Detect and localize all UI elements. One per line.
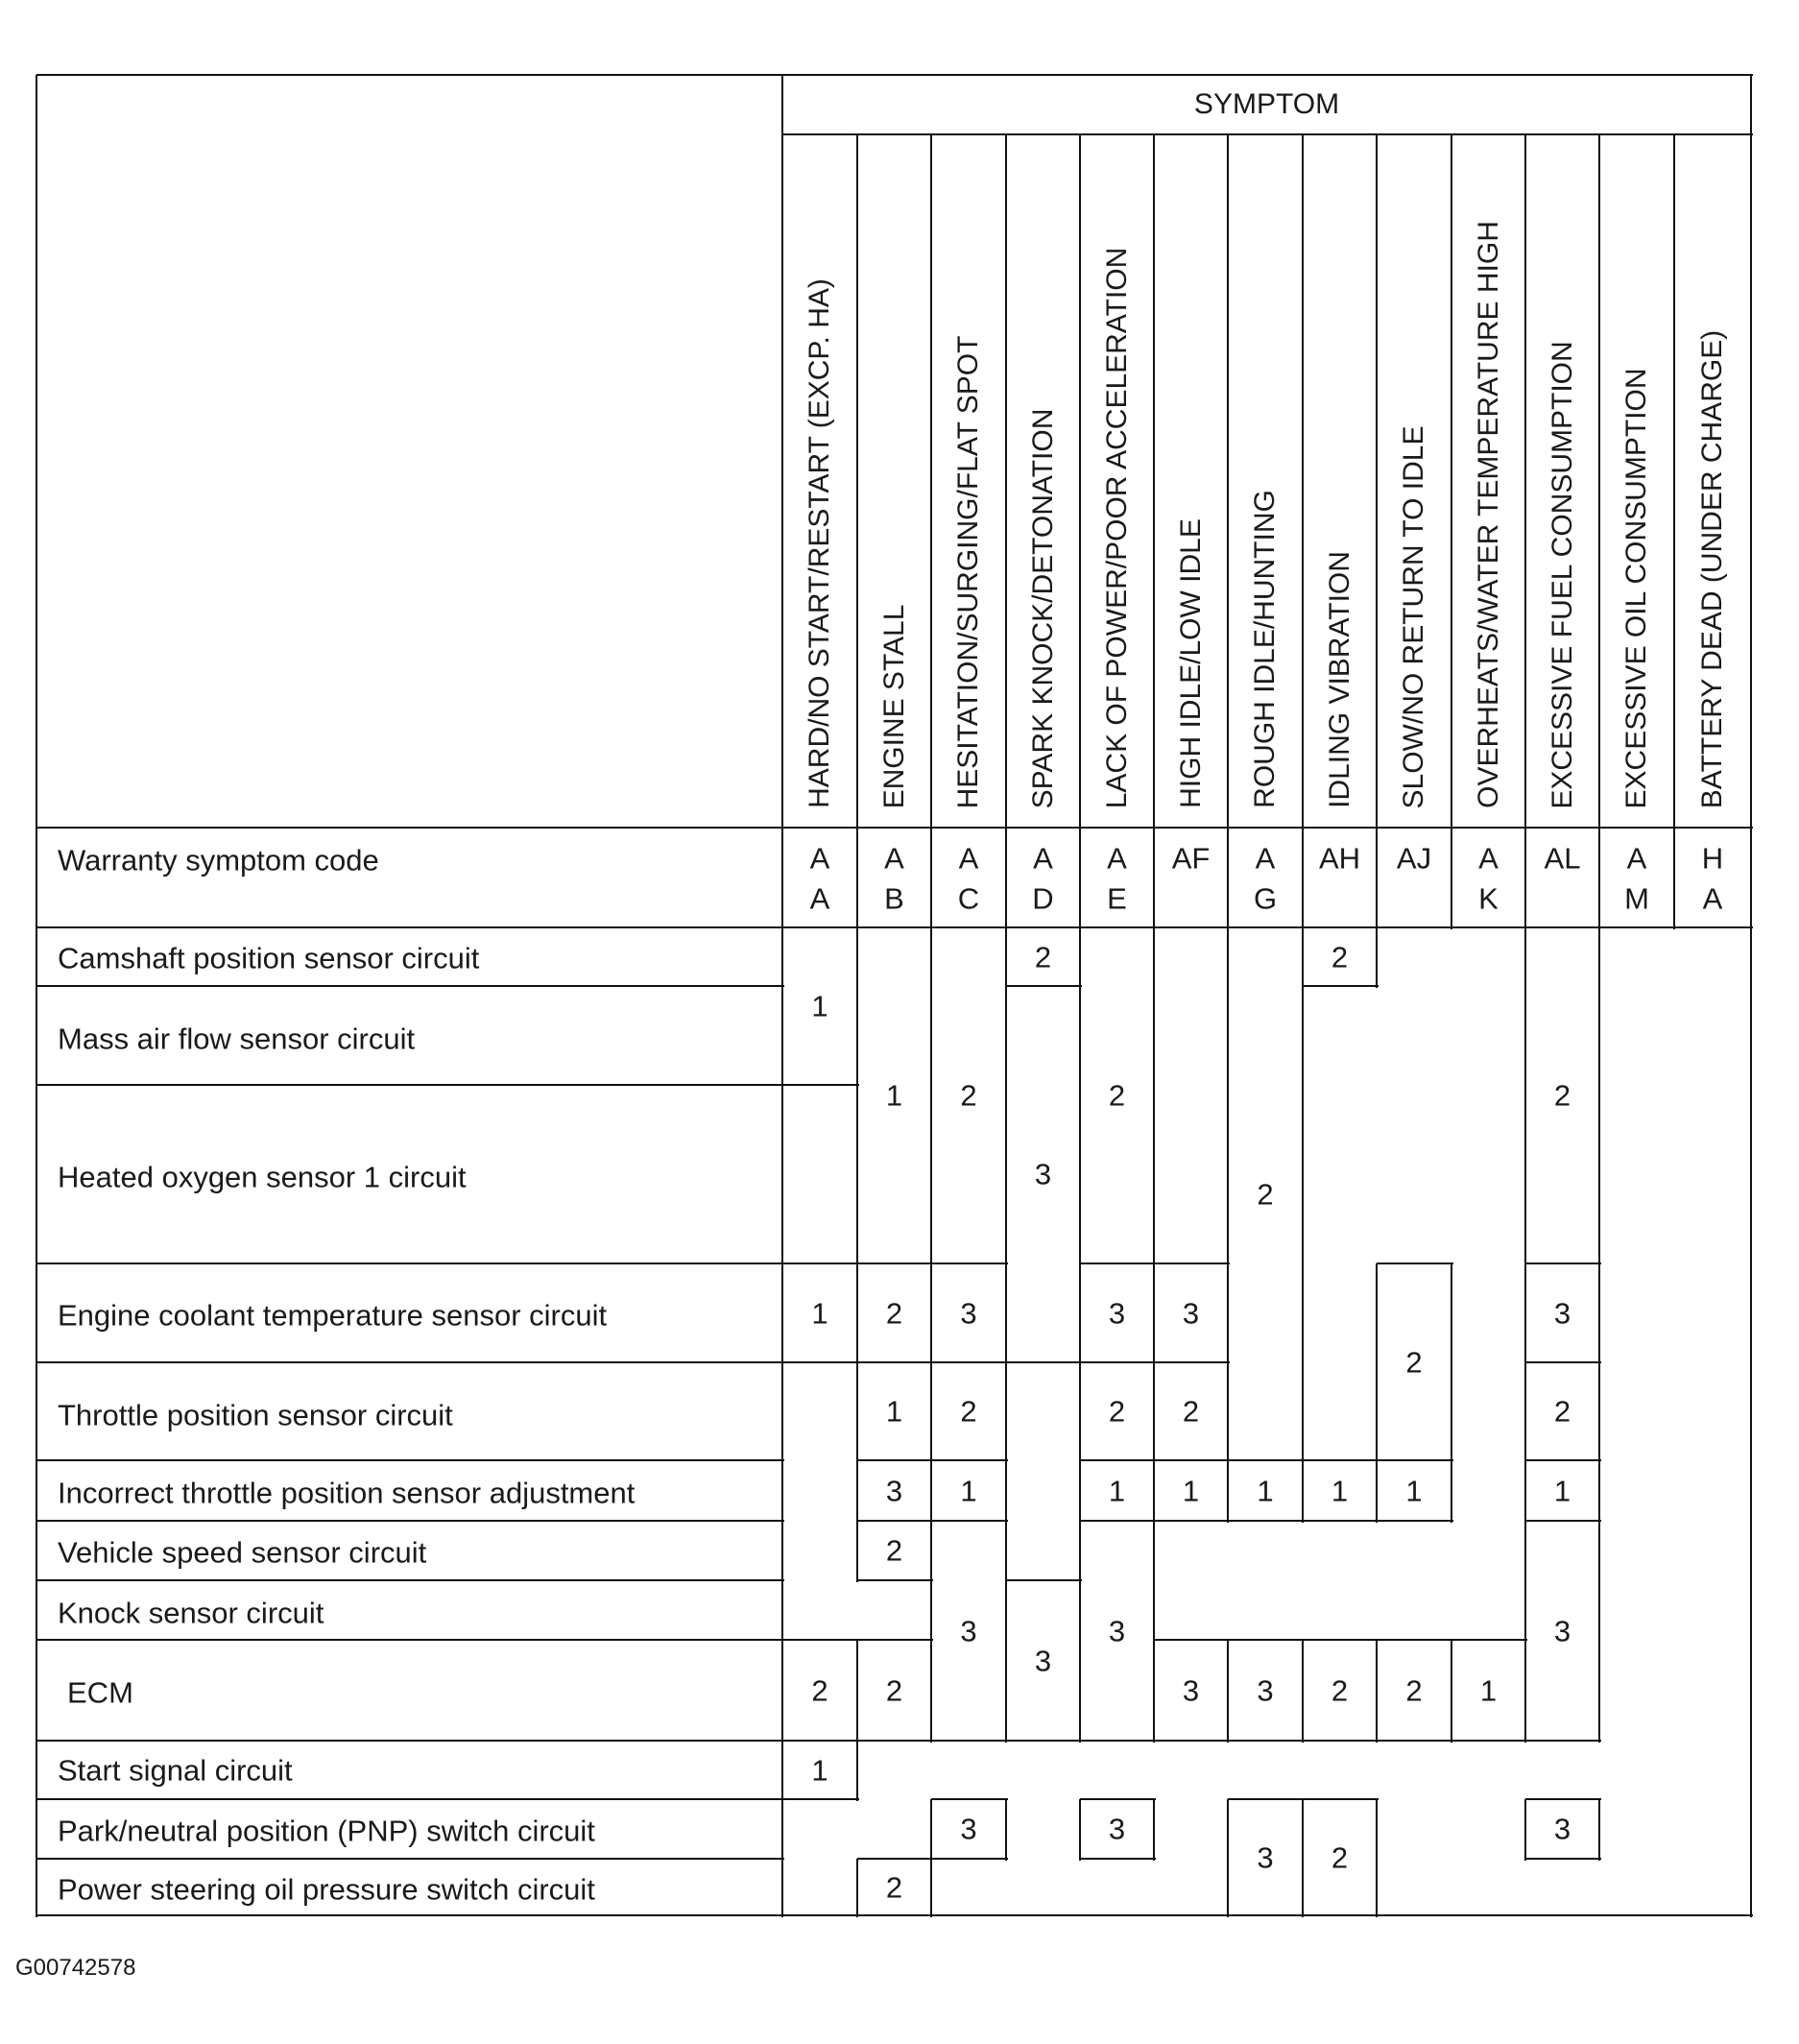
grid-line (1079, 1521, 1081, 1743)
symptom-value: 3 (1553, 1296, 1571, 1330)
grid-line (782, 1740, 859, 1742)
grid-line (857, 1459, 933, 1461)
grid-line (1525, 1798, 1601, 1800)
row-label: Mass air flow sensor circuit (58, 1022, 416, 1056)
grid-line (1525, 1740, 1601, 1742)
grid-line (1154, 1740, 1230, 1742)
symptom-value: 1 (1108, 1474, 1126, 1507)
grid-line (1080, 1361, 1156, 1363)
grid-line (1377, 1262, 1453, 1264)
grid-line (1153, 1362, 1155, 1462)
symptom-value: 2 (885, 1533, 903, 1568)
symptom-value: 2 (1405, 1673, 1423, 1707)
symptom-value: 2 (1257, 1177, 1274, 1211)
grid-line (1302, 134, 1304, 929)
grid-line (1524, 1362, 1526, 1462)
grid-line (1005, 134, 1007, 929)
grid-line (1376, 1263, 1378, 1462)
grid-line (1006, 985, 1082, 987)
grid-line (781, 927, 783, 1087)
symptom-value: 1 (1405, 1474, 1423, 1507)
grid-line (931, 1858, 1008, 1860)
symptom-value: 1 (1331, 1474, 1349, 1507)
grid-line (1153, 1263, 1155, 1364)
grid-line (1598, 1460, 1600, 1523)
grid-line (1080, 1262, 1156, 1264)
grid-line (1005, 927, 1007, 988)
grid-line (1079, 134, 1081, 929)
grid-line (1302, 1640, 1304, 1743)
grid-line (1303, 1520, 1379, 1522)
grid-line (782, 133, 1753, 135)
row-label: Power steering oil pressure switch circuit (58, 1872, 595, 1907)
symptom-value: 3 (1034, 1644, 1052, 1677)
grid-line (856, 1640, 858, 1743)
symptom-column-header: HARD/NO START/RESTART (EXCP. HA) (804, 278, 835, 808)
grid-line (1079, 927, 1081, 1265)
grid-line (781, 1263, 783, 1364)
grid-line (36, 985, 784, 987)
grid-line (930, 1460, 932, 1523)
grid-line (36, 1084, 784, 1086)
grid-line (857, 1858, 933, 1860)
row-label: Start signal circuit (58, 1753, 293, 1788)
grid-line (1302, 1460, 1304, 1523)
symptom-value: 1 (811, 1753, 828, 1787)
grid-line (36, 1520, 784, 1522)
grid-line (857, 1740, 933, 1742)
grid-line (1451, 1639, 1527, 1641)
warranty-code: A (958, 841, 979, 876)
symptom-value: 2 (1331, 1673, 1349, 1707)
grid-line (1303, 1459, 1379, 1461)
grid-line (1376, 1460, 1378, 1523)
figure-id: G00742578 (15, 1955, 136, 1981)
grid-line (782, 926, 859, 928)
grid-line (1080, 1740, 1156, 1742)
grid-line (856, 1741, 858, 1801)
grid-line (1598, 1799, 1600, 1861)
warranty-code: A (1478, 841, 1499, 876)
grid-line (1302, 927, 1304, 988)
grid-line (1080, 926, 1156, 928)
grid-line (1598, 1362, 1600, 1462)
symptom-value: 2 (811, 1673, 828, 1707)
symptom-value: 2 (885, 1296, 903, 1330)
warranty-code: AH (1318, 841, 1361, 876)
grid-line (931, 1798, 1008, 1800)
symptom-value: 3 (1257, 1673, 1274, 1707)
grid-line (1524, 1521, 1526, 1743)
grid-line (1080, 1459, 1156, 1461)
grid-line (930, 134, 932, 929)
grid-line (36, 1858, 784, 1860)
symptom-column-header: ROUGH IDLE/HUNTING (1249, 490, 1281, 808)
grid-line (782, 1084, 859, 1086)
grid-line (36, 1361, 784, 1363)
grid-line (1376, 1799, 1378, 1917)
grid-line (1227, 927, 1229, 1462)
symptom-column-header: EXCESSIVE FUEL CONSUMPTION (1546, 340, 1578, 809)
grid-line (1154, 1361, 1230, 1363)
warranty-code: A (1702, 881, 1723, 916)
grid-line (1377, 1459, 1453, 1461)
grid-line (1302, 1799, 1304, 1917)
grid-line (782, 1798, 859, 1800)
grid-line (1080, 1858, 1156, 1860)
grid-line (1525, 1361, 1601, 1363)
grid-line (1005, 1799, 1007, 1861)
warranty-code: A (809, 841, 830, 876)
warranty-code: AJ (1396, 841, 1432, 876)
grid-line (782, 1639, 859, 1641)
grid-line (36, 75, 37, 1917)
symptom-value: 1 (1257, 1474, 1274, 1507)
grid-line (1153, 927, 1155, 1265)
symptom-value: 1 (1479, 1673, 1498, 1707)
symptom-value: 1 (811, 989, 828, 1023)
grid-line (1303, 1740, 1379, 1742)
grid-line (1079, 1460, 1081, 1523)
row-label: Camshaft position sensor circuit (58, 941, 480, 975)
grid-line (1154, 1459, 1230, 1461)
grid-line (1228, 1459, 1305, 1461)
symptom-value: 1 (1182, 1474, 1200, 1507)
symptom-value: 3 (1182, 1673, 1200, 1707)
symptom-value: 3 (1182, 1296, 1200, 1330)
symptom-value: 1 (960, 1474, 977, 1507)
grid-line (1673, 134, 1675, 929)
warranty-code: A (884, 841, 904, 876)
grid-line (857, 926, 933, 928)
grid-line (1303, 1798, 1379, 1800)
symptom-column-header: HIGH IDLE/LOW IDLE (1174, 518, 1207, 808)
row-label: Engine coolant temperature sensor circuit (58, 1298, 608, 1333)
symptom-value: 2 (1553, 1394, 1571, 1429)
warranty-code: B (884, 881, 904, 916)
grid-line (1376, 927, 1378, 988)
grid-line (1303, 1639, 1379, 1641)
symptom-value: 2 (1553, 1078, 1571, 1113)
symptom-value: 1 (885, 1394, 903, 1429)
grid-line (857, 1361, 933, 1363)
grid-line (1451, 1460, 1452, 1523)
symptom-value: 2 (1108, 1394, 1126, 1429)
symptom-value: 3 (1553, 1812, 1571, 1846)
grid-line (931, 926, 1008, 928)
symptom-value: 3 (960, 1614, 977, 1647)
grid-line (1227, 1460, 1229, 1523)
symptom-column-header: LACK OF POWER/POOR ACCELERATION (1100, 247, 1133, 808)
grid-line (857, 1639, 933, 1641)
grid-line (1227, 134, 1229, 929)
grid-line (1079, 1362, 1081, 1462)
grid-line (1451, 1740, 1527, 1742)
warranty-code: A (1255, 841, 1276, 876)
symptom-value: 3 (1034, 1157, 1052, 1191)
symptom-value: 2 (885, 1673, 903, 1707)
grid-line (1227, 1799, 1229, 1917)
grid-line (930, 1799, 932, 1861)
grid-line (1302, 927, 1304, 1462)
grid-line (1525, 1459, 1601, 1461)
grid-line (857, 1262, 933, 1264)
row-label: Heated oxygen sensor 1 circuit (58, 1160, 467, 1194)
grid-line (1227, 1640, 1229, 1743)
grid-line (930, 927, 932, 1265)
grid-line (1228, 1798, 1305, 1800)
row-label: Vehicle speed sensor circuit (58, 1535, 427, 1570)
grid-line (36, 1262, 784, 1264)
grid-line (857, 1520, 933, 1522)
grid-line (856, 134, 858, 929)
warranty-label: Warranty symptom code (58, 843, 379, 878)
grid-line (1525, 1520, 1601, 1522)
row-label: Throttle position sensor circuit (58, 1398, 453, 1432)
grid-line (1153, 1799, 1155, 1861)
grid-line (1228, 1740, 1305, 1742)
symptom-value: 2 (960, 1078, 977, 1113)
grid-line (856, 1263, 858, 1364)
symptom-value: 1 (1553, 1474, 1571, 1507)
warranty-code: E (1107, 881, 1127, 916)
grid-line (931, 1361, 1008, 1363)
grid-line (1376, 134, 1378, 929)
symptom-value: 3 (885, 1474, 903, 1507)
warranty-code: A (1107, 841, 1127, 876)
symptom-value: 3 (1553, 1614, 1571, 1647)
grid-line (1005, 986, 1007, 1364)
grid-line (36, 827, 1753, 829)
grid-line (1377, 1639, 1453, 1641)
grid-line (1524, 1799, 1526, 1861)
grid-line (1303, 1914, 1379, 1916)
grid-line (1228, 926, 1305, 928)
warranty-code: C (957, 881, 980, 916)
grid-line (931, 1459, 1008, 1461)
row-label: ECM (67, 1675, 133, 1710)
grid-line (930, 1263, 932, 1364)
grid-line (856, 1521, 858, 1582)
grid-line (1006, 1740, 1082, 1742)
symptom-value: 2 (960, 1394, 977, 1429)
grid-line (1153, 1640, 1155, 1743)
grid-line (36, 1740, 784, 1742)
grid-line (857, 1914, 933, 1916)
symptom-value: 3 (960, 1812, 977, 1846)
grid-line (1598, 1521, 1600, 1743)
grid-line (1005, 1460, 1007, 1523)
grid-line (782, 1361, 859, 1363)
grid-line (930, 1362, 932, 1462)
symptom-column-header: SPARK KNOCK/DETONATION (1026, 408, 1059, 808)
symptom-value: 1 (885, 1078, 903, 1113)
grid-line (1525, 1858, 1601, 1860)
symptom-value: 3 (1108, 1812, 1126, 1846)
grid-line (1524, 1263, 1526, 1364)
symptom-column-header: OVERHEATS/WATER TEMPERATURE HIGH (1472, 221, 1504, 808)
grid-line (1598, 927, 1600, 1265)
grid-line (1376, 1640, 1378, 1743)
grid-line (1303, 985, 1379, 987)
symptom-value: 2 (1108, 1078, 1126, 1113)
grid-line (1153, 134, 1155, 929)
warranty-code: D (1032, 881, 1054, 916)
grid-line (1524, 927, 1526, 1265)
grid-line (1377, 1740, 1453, 1742)
grid-line (1524, 134, 1526, 929)
symptom-value: 3 (1108, 1614, 1126, 1647)
grid-line (856, 1859, 858, 1917)
grid-line (36, 74, 1753, 76)
symptom-column-header: IDLING VIBRATION (1323, 551, 1355, 808)
grid-line (1154, 1262, 1230, 1264)
row-label: Incorrect throttle position sensor adjustment (58, 1476, 636, 1510)
grid-line (1006, 1361, 1082, 1363)
grid-line (931, 1740, 1008, 1742)
warranty-code: G (1253, 881, 1278, 916)
warranty-code: H (1701, 841, 1724, 876)
grid-line (857, 1579, 933, 1581)
warranty-code: AL (1544, 841, 1581, 876)
symptom-value: 2 (1331, 940, 1349, 974)
grid-line (931, 1520, 1008, 1522)
grid-line (1451, 134, 1452, 929)
grid-line (1598, 1263, 1600, 1364)
grid-line (856, 1460, 858, 1523)
symptom-column-header: BATTERY DEAD (UNDER CHARGE) (1696, 329, 1728, 809)
grid-line (856, 927, 858, 1265)
grid-line (1154, 1639, 1230, 1641)
grid-line (1005, 1580, 1007, 1743)
symptom-column-header: ENGINE STALL (877, 604, 910, 808)
symptom-value: 2 (1182, 1394, 1200, 1429)
grid-line (1079, 1799, 1081, 1861)
grid-line (1080, 1520, 1156, 1522)
grid-line (36, 1639, 784, 1641)
grid-line (1228, 1914, 1305, 1916)
grid-line (36, 1459, 784, 1461)
symptom-value: 1 (811, 1296, 828, 1330)
grid-line (782, 1262, 859, 1264)
grid-line (1525, 1262, 1601, 1264)
warranty-code: A (1033, 841, 1053, 876)
grid-line (1377, 1520, 1453, 1522)
grid-line (36, 1798, 784, 1800)
grid-line (1228, 1639, 1305, 1641)
symptom-value: 2 (1405, 1345, 1423, 1379)
grid-line (1750, 75, 1752, 1917)
grid-line (781, 1741, 783, 1801)
grid-line (1524, 1460, 1526, 1523)
warranty-code: A (809, 881, 830, 916)
symptom-value: 2 (1331, 1840, 1349, 1874)
row-label: Knock sensor circuit (58, 1596, 324, 1630)
symptom-column-header: SLOW/NO RETURN TO IDLE (1398, 425, 1429, 808)
symptom-value: 2 (1034, 940, 1052, 974)
grid-line (1525, 926, 1601, 928)
grid-line (1154, 1520, 1230, 1522)
grid-line (1006, 1579, 1082, 1581)
grid-line (856, 1362, 858, 1462)
grid-line (1451, 1640, 1452, 1743)
grid-line (930, 1521, 932, 1743)
grid-line (1228, 1520, 1305, 1522)
warranty-code: K (1478, 881, 1499, 916)
warranty-code: AF (1171, 841, 1211, 876)
grid-line (1153, 1460, 1155, 1523)
grid-line (1080, 1798, 1156, 1800)
symptom-value: 3 (1108, 1296, 1126, 1330)
grid-line (1006, 926, 1082, 928)
grid-line (930, 1859, 932, 1917)
grid-line (1598, 134, 1600, 929)
grid-line (36, 1579, 784, 1581)
symptom-value: 3 (1257, 1840, 1274, 1874)
warranty-code: M (1624, 881, 1649, 916)
grid-line (781, 1640, 783, 1743)
symptom-column-header: HESITATION/SURGING/FLAT SPOT (952, 335, 984, 808)
symptom-column-header: EXCESSIVE OIL CONSUMPTION (1620, 368, 1652, 808)
grid-line (1079, 1263, 1081, 1364)
grid-line (931, 1262, 1008, 1264)
row-label: Park/neutral position (PNP) switch circuit (58, 1814, 595, 1848)
symptom-header: SYMPTOM (1193, 88, 1340, 120)
grid-line (1303, 926, 1379, 928)
symptom-value: 2 (885, 1870, 903, 1904)
symptom-value: 3 (960, 1296, 977, 1330)
grid-line (1005, 1362, 1007, 1462)
grid-line (1451, 1263, 1452, 1462)
warranty-code: A (1626, 841, 1647, 876)
